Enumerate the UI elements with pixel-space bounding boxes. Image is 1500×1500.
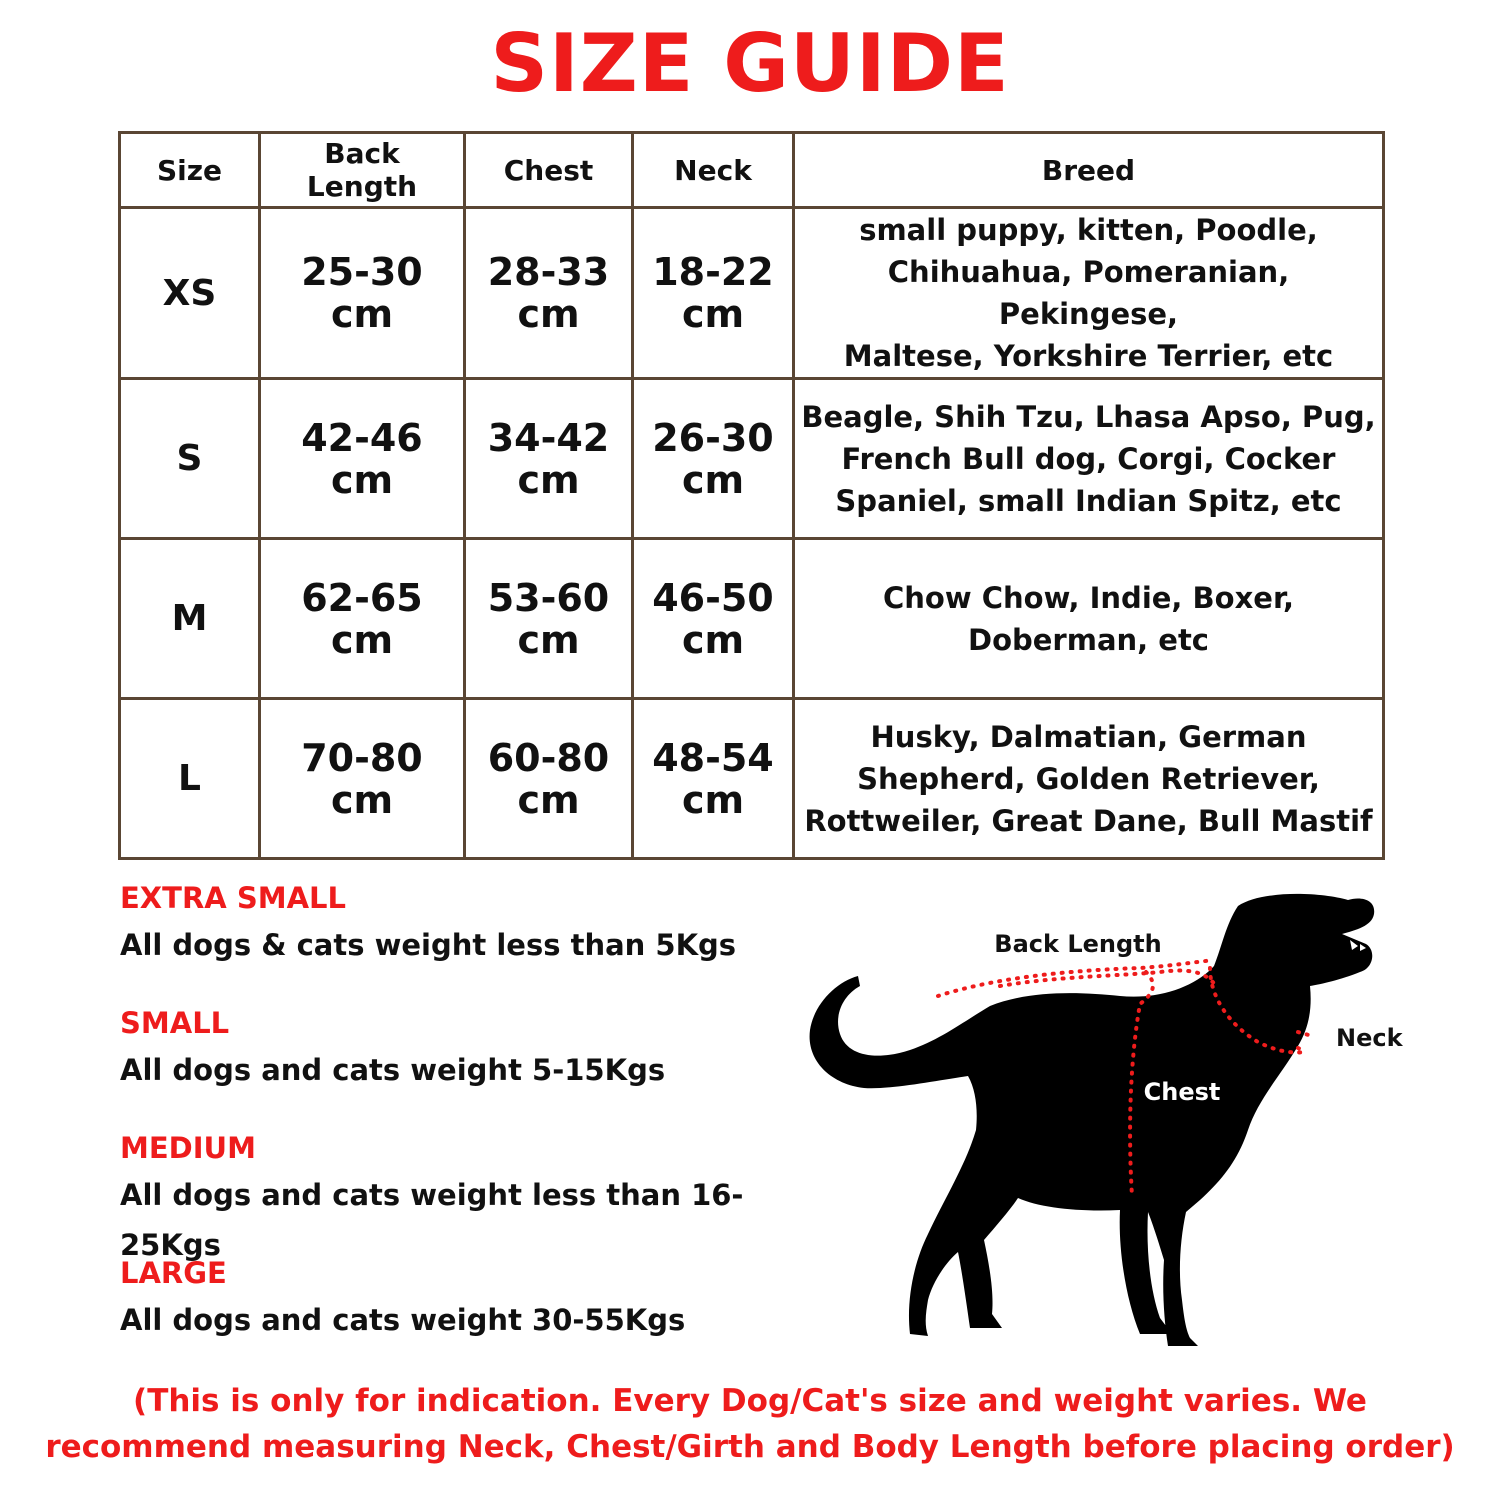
header-chest: Chest: [465, 133, 633, 208]
breed-cell: small puppy, kitten, Poodle, Chihuahua, Pomeranian, Pekingese, Maltese, Yorkshire Terrier, etc: [794, 208, 1384, 379]
back-length-cell: 42-46 cm: [260, 379, 465, 539]
note-large: [120, 1251, 820, 1376]
note-title: MEDIUM: [120, 1131, 256, 1165]
chest-cell: 28-33 cm: [465, 208, 633, 379]
note-text: All dogs and cats weight 30-55Kgs: [120, 1303, 686, 1337]
neck-label: Neck: [1336, 1024, 1403, 1052]
table-row: [120, 379, 1384, 539]
note-medium: [120, 1126, 820, 1262]
disclaimer-line-2: recommend measuring Neck, Chest/Girth and Body Length before placing order): [45, 1429, 1455, 1465]
size-cell: S: [120, 379, 260, 539]
chest-cell: 60-80 cm: [465, 699, 633, 859]
table-row: [120, 539, 1384, 699]
neck-cell: 46-50 cm: [633, 539, 794, 699]
breed-cell: Chow Chow, Indie, Boxer, Doberman, etc: [794, 539, 1384, 699]
chest-label: Chest: [1143, 1078, 1221, 1106]
chest-cell: 34-42 cm: [465, 379, 633, 539]
note-title: LARGE: [120, 1256, 227, 1290]
back-length-line-lower: [1000, 971, 1216, 986]
table-header-row: [120, 133, 1384, 208]
note-title: SMALL: [120, 1006, 230, 1040]
neck-cell: 26-30 cm: [633, 379, 794, 539]
breed-cell: Beagle, Shih Tzu, Lhasa Apso, Pug, French Bull dog, Corgi, Cocker Spaniel, small Indian Spitz, etc: [794, 379, 1384, 539]
back-length-line: [938, 960, 1214, 996]
size-table: [118, 131, 1385, 860]
header-size: Size: [120, 133, 260, 208]
chest-cell: 53-60 cm: [465, 539, 633, 699]
size-cell: M: [120, 539, 260, 699]
note-small: [120, 1001, 820, 1126]
header-back-length: Back Length: [260, 133, 465, 208]
size-cell: XS: [120, 208, 260, 379]
note-title: EXTRA SMALL: [120, 881, 346, 915]
note-text: All dogs and cats weight less than 16-25Kgs: [120, 1178, 744, 1262]
back-length-cell: 62-65 cm: [260, 539, 465, 699]
dog-measurement-diagram: [800, 880, 1420, 1360]
back-length-cell: 70-80 cm: [260, 699, 465, 859]
header-breed: Breed: [794, 133, 1384, 208]
note-extra-small: [120, 876, 820, 1001]
neck-cell: 18-22 cm: [633, 208, 794, 379]
size-cell: L: [120, 699, 260, 859]
weight-notes: [120, 876, 820, 1376]
disclaimer: [20, 1378, 1480, 1470]
note-text: All dogs and cats weight 5-15Kgs: [120, 1053, 666, 1087]
note-text: All dogs & cats weight less than 5Kgs: [120, 928, 737, 962]
breed-cell: Husky, Dalmatian, German Shepherd, Golden Retriever, Rottweiler, Great Dane, Bull Mastif: [794, 699, 1384, 859]
neck-cell: 48-54 cm: [633, 699, 794, 859]
header-neck: Neck: [633, 133, 794, 208]
dog-silhouette-icon: [800, 880, 1420, 1360]
back-length-cell: 25-30 cm: [260, 208, 465, 379]
disclaimer-line-1: (This is only for indication. Every Dog/Cat's size and weight varies. We: [133, 1383, 1367, 1419]
table-row: [120, 208, 1384, 379]
table-row: [120, 699, 1384, 859]
page-title: SIZE GUIDE: [490, 17, 1010, 110]
back-length-label: Back Length: [994, 930, 1162, 958]
dog-body-shape: [810, 894, 1375, 1346]
